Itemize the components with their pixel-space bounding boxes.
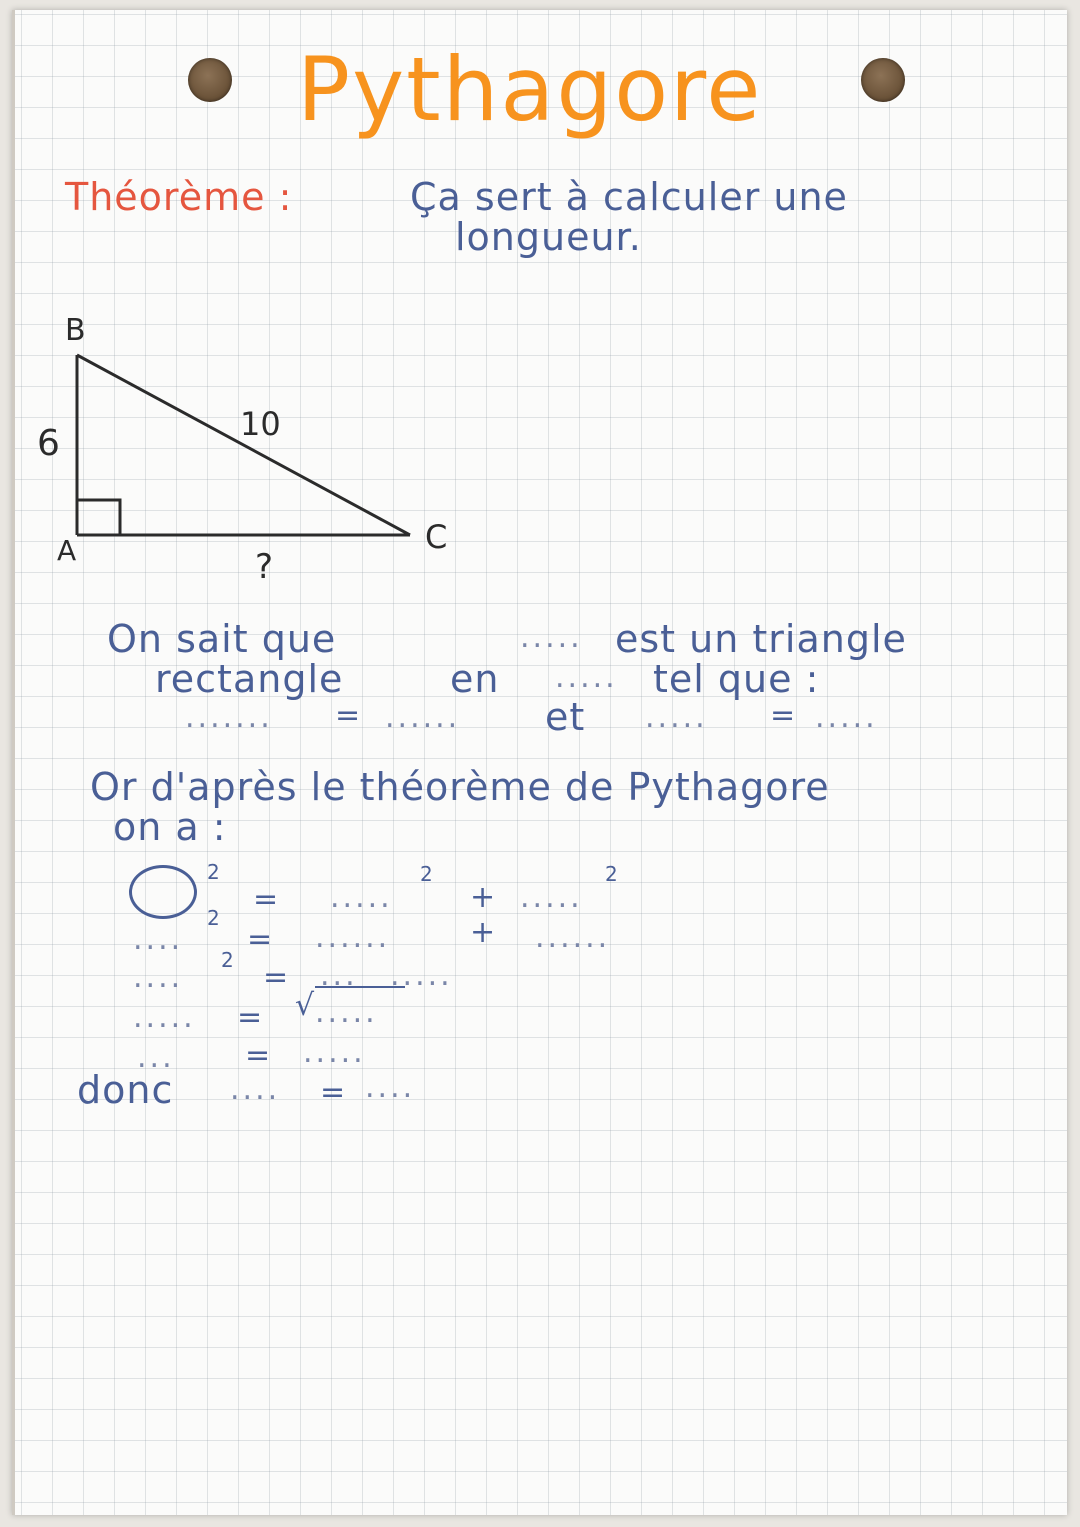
sqrt-bar: [315, 986, 405, 988]
eq5-blank-left: ...: [137, 1040, 175, 1075]
eq5-equals: =: [245, 1038, 272, 1073]
side-bc-length: 10: [240, 405, 281, 443]
statement-est-un-triangle: est un triangle: [615, 617, 907, 661]
conclusion-equals: =: [320, 1075, 347, 1110]
right-triangle-figure: [15, 10, 1067, 1515]
eq2-exp-left: 2: [207, 906, 220, 930]
eq2-blank-left: ....: [133, 922, 184, 957]
eq4-blank-under-sqrt: .....: [315, 995, 378, 1030]
statement-equals-1: =: [335, 698, 362, 733]
notebook-page: [12, 10, 1067, 1515]
eq3-blank-a: ...: [320, 958, 358, 993]
blank-value-1: ......: [385, 700, 461, 735]
eq1-plus: +: [470, 880, 497, 915]
blank-triangle-name: .....: [520, 620, 583, 655]
eq2-blank-a: ......: [315, 920, 391, 955]
statement-on-sait-que: On sait que: [107, 617, 337, 661]
statement-rectangle: rectangle: [155, 657, 344, 701]
eq1-exp-left: 2: [207, 860, 220, 884]
eq4-equals: =: [237, 1000, 264, 1035]
conclusion-blank-right: ....: [365, 1070, 416, 1105]
eq3-blank-b: .....: [390, 958, 453, 993]
blank-side-1: .......: [185, 700, 273, 735]
theorem-text-line2: longueur.: [455, 215, 642, 259]
circled-unknown: [129, 865, 197, 919]
eq3-blank-left: ....: [133, 960, 184, 995]
statement-equals-2: =: [770, 698, 797, 733]
page-title: Pythagore: [297, 38, 763, 141]
conclusion-blank-left: ....: [230, 1072, 281, 1107]
vertex-a-label: A: [57, 534, 77, 567]
eq2-equals: =: [247, 922, 274, 957]
statement-en: en: [450, 657, 500, 701]
statement-tel-que: tel que :: [653, 657, 820, 701]
eq3-exp-left: 2: [221, 948, 234, 972]
blank-right-angle-vertex: .....: [555, 660, 618, 695]
eq3-equals: =: [263, 960, 290, 995]
right-angle-mark: [77, 500, 120, 535]
proof-line1: Or d'après le théorème de Pythagore: [90, 765, 830, 809]
eq5-blank-right: .....: [303, 1035, 366, 1070]
eq1-blank-b: .....: [520, 880, 583, 915]
eq1-equals: =: [253, 882, 280, 917]
eq1-exp-b: 2: [605, 862, 618, 886]
theorem-label: Théorème :: [65, 175, 293, 219]
side-bc: [77, 355, 410, 535]
vertex-b-label: B: [65, 313, 86, 348]
proof-line2: on a :: [113, 805, 227, 849]
blank-side-2: .....: [645, 700, 708, 735]
statement-et: et: [545, 695, 586, 739]
sqrt-symbol: √: [295, 988, 316, 1023]
conclusion-donc: donc: [77, 1068, 174, 1112]
side-ac-unknown: ?: [255, 547, 274, 587]
eq4-blank-left: .....: [133, 1000, 196, 1035]
vertex-c-label: C: [425, 518, 448, 556]
theorem-text-line1: Ça sert à calculer une: [410, 175, 848, 219]
eq1-blank-a: .....: [330, 880, 393, 915]
side-ab-length: 6: [37, 423, 60, 464]
eq2-blank-b: ......: [535, 920, 611, 955]
eq2-plus: +: [470, 915, 497, 950]
eq1-exp-a: 2: [420, 862, 433, 886]
blank-value-2: .....: [815, 700, 878, 735]
